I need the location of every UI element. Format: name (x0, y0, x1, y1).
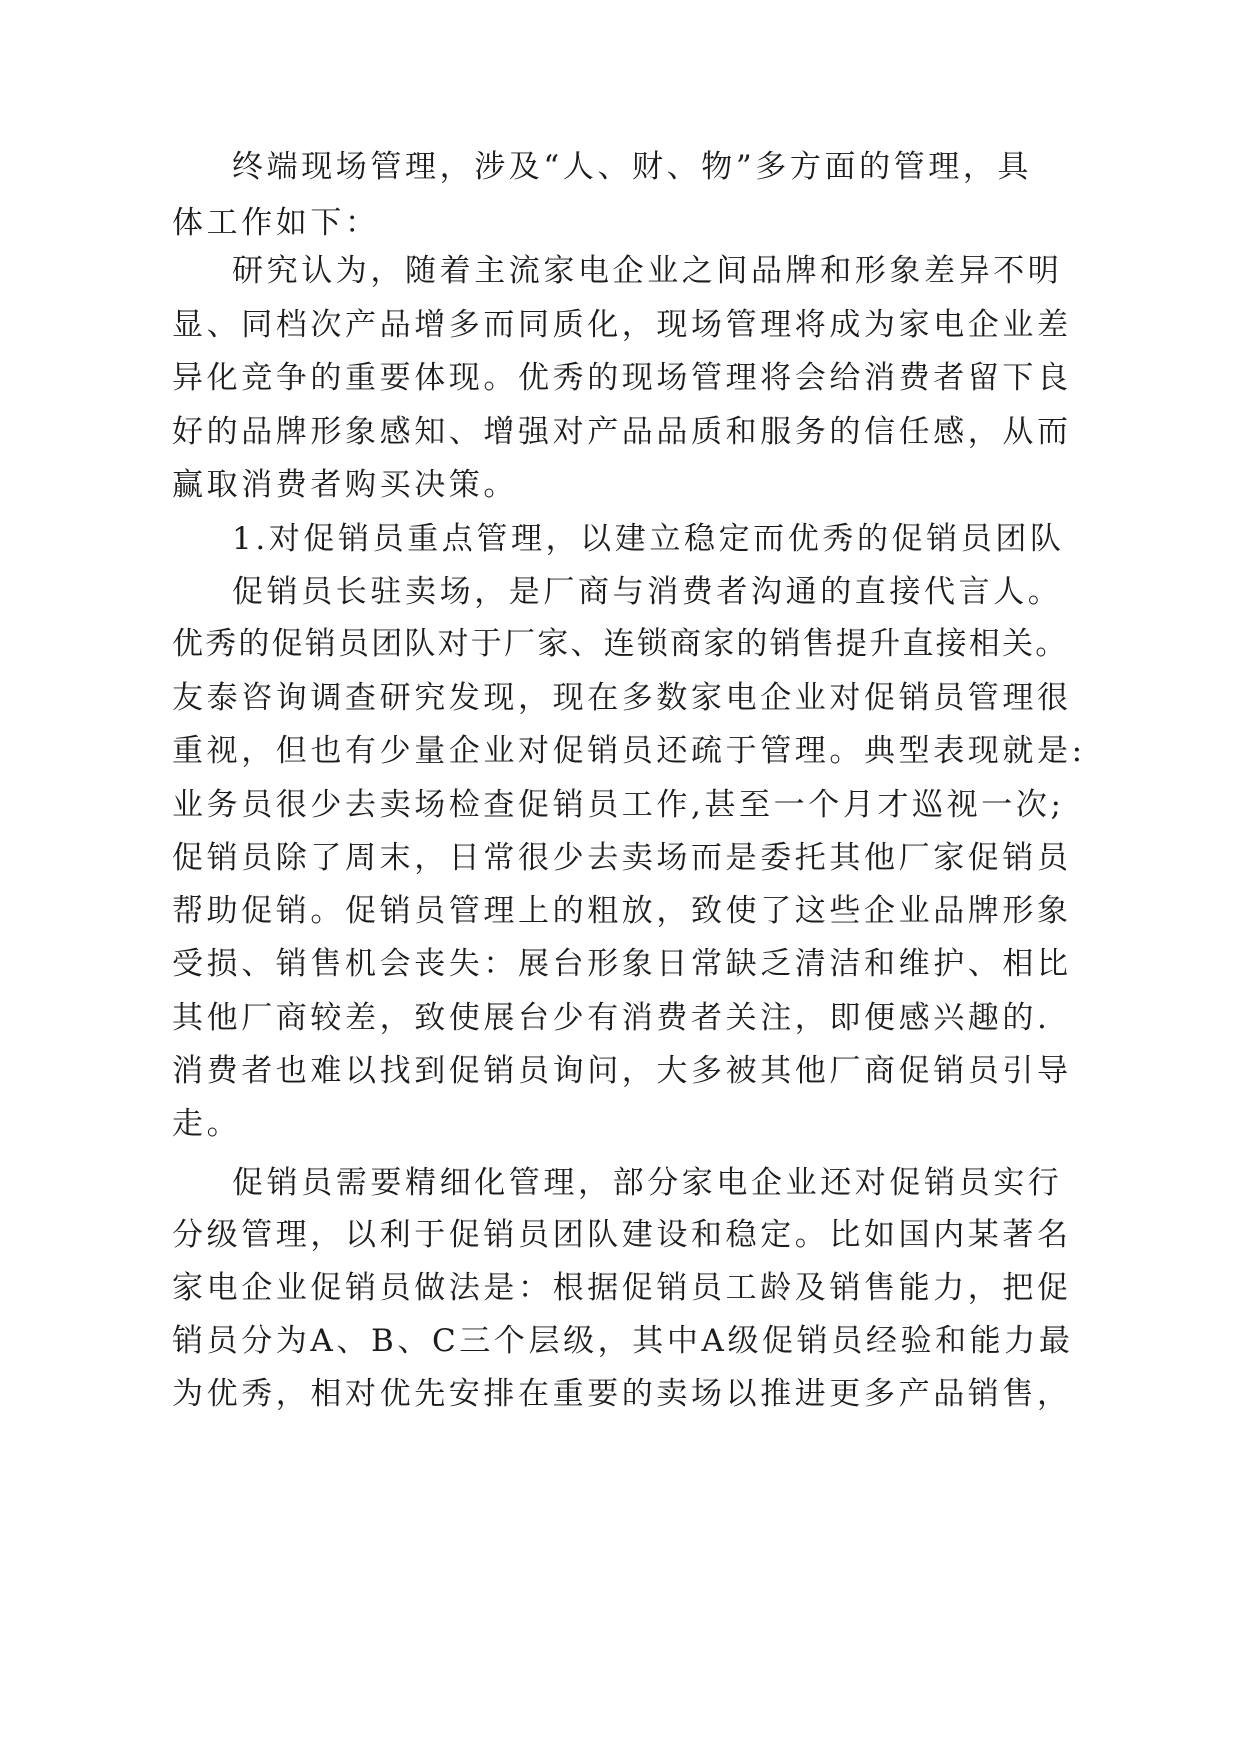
text-line-13: 业务员很少去卖场检查促销员工作,甚至一个月才巡视一次; (172, 787, 1065, 823)
text-line-17: 其他厂商较差，致使展台少有消费者关注，即便感兴趣的. (172, 1000, 1051, 1036)
text-line-15: 帮助促销。促销员管理上的粗放，致使了这些企业品牌形象 (172, 893, 1072, 929)
text-line-4: 显、同档次产品增多而同质化，现场管理将成为家电企业差 (172, 307, 1072, 343)
text-line-14: 促销员除了周末，日常很少去卖场而是委托其他厂家促销员 (172, 840, 1072, 876)
section-heading: 1.对促销员重点管理，以建立稳定而优秀的促销员团队 (232, 521, 1065, 557)
text-line-22: 家电企业促销员做法是：根据促销员工龄及销售能力，把促 (172, 1270, 1072, 1306)
text-line-19: 走。 (172, 1106, 242, 1142)
text-line-1: 终端现场管理，涉及“人、财、物”多方面的管理，具 (232, 149, 1033, 185)
text-line-21: 分级管理，以利于促销员团队建设和稳定。比如国内某著名 (172, 1217, 1072, 1253)
text-line-24: 为优秀，相对优先安排在重要的卖场以推进更多产品销售， (172, 1376, 1072, 1412)
text-line-7: 赢取消费者购买决策。 (172, 467, 518, 503)
text-line-5: 异化竞争的重要体现。优秀的现场管理将会给消费者留下良 (172, 360, 1072, 396)
text-line-3: 研究认为，随着主流家电企业之间品牌和形象差异不明 (232, 253, 1063, 289)
text-line-10: 优秀的促销员团队对于厂家、连锁商家的销售提升直接相关。 (172, 626, 1069, 662)
text-line-16: 受损、销售机会丧失：展台形象日常缺乏清洁和维护、相比 (172, 946, 1072, 982)
text-line-12: 重视，但也有少量企业对促销员还疏于管理。典型表现就是: (172, 733, 1086, 769)
text-line-20: 促销员需要精细化管理，部分家电企业还对促销员实行 (232, 1165, 1063, 1201)
text-line-6: 好的品牌形象感知、增强对产品品质和服务的信任感，从而 (172, 414, 1072, 450)
text-line-18: 消费者也难以找到促销员询问，大多被其他厂商促销员引导 (172, 1053, 1072, 1089)
text-line-11: 友泰咨询调查研究发现，现在多数家电企业对促销员管理很 (172, 680, 1072, 716)
text-line-23: 销员分为A、B、C三个层级，其中A级促销员经验和能力最 (172, 1323, 1074, 1359)
text-line-9: 促销员长驻卖场，是厂商与消费者沟通的直接代言人。 (232, 574, 1063, 610)
text-line-2: 体工作如下： (172, 205, 380, 241)
